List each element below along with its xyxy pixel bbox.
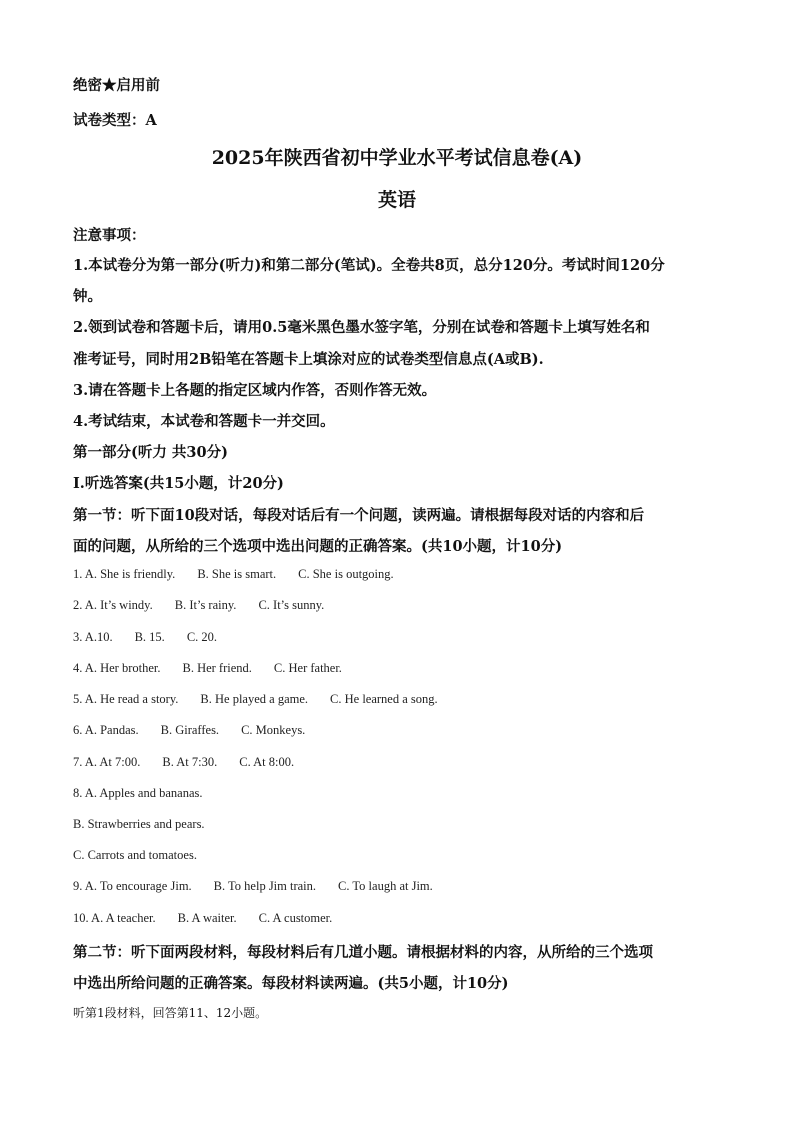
question-10-option-b: B. A waiter. (177, 911, 237, 925)
question-3-option-b: B. 15. (134, 630, 165, 644)
note-2-line-2: 准考证号，同时用2B铅笔在答题卡上填涂对应的试卷类型信息点(A或B). (73, 351, 544, 368)
question-6-option-a: 6. A. Pandas. (73, 723, 139, 737)
question-9-option-a: 9. A. To encourage Jim. (73, 879, 192, 893)
question-6-option-c: C. Monkeys. (241, 723, 306, 737)
question-1-option-b: B. She is smart. (197, 567, 277, 581)
question-4-option-a: 4. A. Her brother. (73, 661, 161, 675)
section-i-heading: Ⅰ.听选答案(共15小题，计20分) (73, 475, 284, 492)
part-1-heading: 第一部分(听力 共30分) (73, 444, 228, 461)
question-7-option-c: C. At 8:00. (239, 755, 295, 769)
question-4-option-c: C. Her father. (273, 661, 342, 675)
section-2-instructions-line-2: 中选出所给问题的正确答案。每段材料读两遍。(共5小题，计10分) (73, 975, 509, 992)
question-6-option-b: B. Giraffes. (160, 723, 220, 737)
question-6 (73, 723, 305, 738)
confidential-label: 绝密★启用前 (73, 77, 160, 94)
question-10 (73, 911, 332, 926)
question-5-option-b: B. He played a game. (200, 692, 309, 706)
question-8-option-b: B. Strawberries and pears. (73, 817, 205, 831)
question-9-option-c: C. To laugh at Jim. (338, 879, 433, 893)
section-2-instructions-line-1: 第二节：听下面两段材料，每段材料后有几道小题。请根据材料的内容，从所给的三个选项 (73, 944, 653, 961)
question-2-option-a: 2. A. It’s windy. (73, 598, 153, 612)
question-10-option-c: C. A customer. (258, 911, 333, 925)
question-10-option-a: 10. A. A teacher. (73, 911, 156, 925)
question-9 (73, 879, 433, 894)
question-1 (73, 567, 394, 582)
section-1-instructions-line-2: 面的问题，从所给的三个选项中选出问题的正确答案。(共10小题，计10分) (73, 538, 563, 555)
question-3-option-c: C. 20. (186, 630, 218, 644)
question-9-option-b: B. To help Jim train. (213, 879, 317, 893)
material-1-instruction: 听第1段材料，回答第11、12小题。 (73, 1006, 268, 1020)
question-4-option-b: B. Her friend. (182, 661, 252, 675)
note-1-line-1: 1.本试卷分为第一部分(听力)和第二部分(笔试)。全卷共8页，总分120分。考试时间120分 (73, 257, 665, 274)
question-7-option-b: B. At 7:30. (162, 755, 218, 769)
question-2-option-b: B. It’s rainy. (174, 598, 237, 612)
question-2 (73, 598, 324, 613)
subject-title: 英语 (377, 189, 416, 211)
question-3-option-a: 3. A.10. (73, 630, 113, 644)
question-2-option-c: C. It’s sunny. (258, 598, 325, 612)
question-5-option-c: C. He learned a song. (330, 692, 438, 706)
note-4: 4.考试结束，本试卷和答题卡一并交回。 (73, 413, 335, 430)
question-3 (73, 630, 217, 645)
note-3: 3.请在答题卡上各题的指定区域内作答，否则作答无效。 (73, 382, 437, 399)
paper-type-label: 试卷类型：A (73, 112, 157, 129)
notes-heading: 注意事项： (73, 227, 146, 244)
note-2-line-1: 2.领到试卷和答题卡后，请用0.5毫米黑色墨水签字笔，分别在试卷和答题卡上填写姓名和 (73, 319, 650, 336)
page-title: 2025年陕西省初中学业水平考试信息卷(A) (211, 147, 583, 169)
question-5 (73, 692, 438, 707)
question-4 (73, 661, 342, 676)
question-5-option-a: 5. A. He read a story. (73, 692, 179, 706)
question-8-option-a: 8. A. Apples and bananas. (73, 786, 203, 800)
question-1-option-a: 1. A. She is friendly. (73, 567, 176, 581)
section-1-instructions-line-1: 第一节：听下面10段对话，每段对话后有一个问题，读两遍。请根据每段对话的内容和后 (73, 507, 645, 524)
question-1-option-c: C. She is outgoing. (298, 567, 394, 581)
note-1-line-2: 钟。 (73, 288, 102, 305)
question-7 (73, 755, 294, 770)
question-8-option-c: C. Carrots and tomatoes. (73, 848, 197, 862)
question-7-option-a: 7. A. At 7:00. (73, 755, 141, 769)
